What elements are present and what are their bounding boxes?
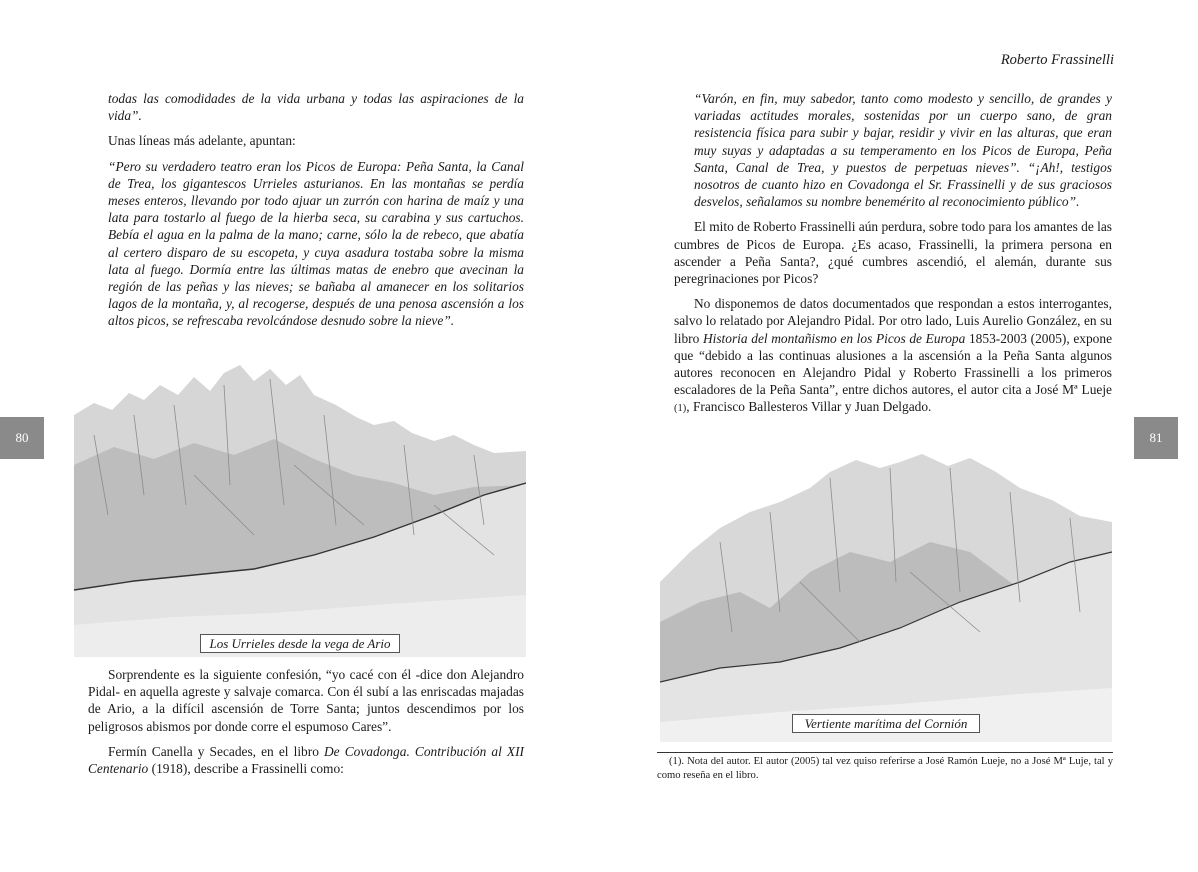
paragraph-confession: Sorprendente es la siguiente confesión, “yo cacé con él -dice don Alejandro Pidal- en aquella agreste y salvaje comarca. Con él subí a las enriscadas majadas de Ario, a la difícil ascensión de Torre Santa; juntos descendimos por los peligrosos abismos por donde corre el espumoso Cares”.	[88, 667, 524, 734]
running-header: Roberto Frassinelli	[1000, 52, 1114, 68]
text-run: Fermín Canella y Secades, en el libro	[108, 743, 324, 759]
footnote-text: (1). Nota del autor. El autor (2005) tal vez quiso referirse a José Ramón Lueje, no a José Mª Luje, tal y como reseña en el libro.	[657, 756, 1113, 781]
footnote-ref: (1)	[674, 403, 687, 415]
footnote-rule	[657, 752, 1113, 753]
paragraph-gonzalez	[674, 295, 1112, 417]
left-page-bottom-text	[88, 666, 524, 777]
block-quote: “Pero su verdadero teatro eran los Picos de Europa: Peña Santa, la Canal de Trea, los gigantescos Urrieles asturianos. En las montañas se perdía meses enteros, llevando por todo ajuar un zurrón con harina de maíz y una lata para tostarlo al fuego de la hierba seca, su carabina y sus cartuchos. Bebía el agua en la palma de la mano; carne, sólo la de rebeco, que abatía al certero disparo de su escopeta, y cuya asadura tostaba sobre la misma lata al fuego. Dormía entre las últimas matas de enebro que avecinan la región de las peñas y las nieves; se bañaba al amanecer en los solitarios lagos de la montaña, y, al recogerse, después de una penosa ascensión a los altos picos, se refrescaba revolcándose desnudo sobre la nieve”.	[108, 158, 524, 329]
paragraph-myth: El mito de Roberto Frassinelli aún perdura, sobre todo para los amantes de las cumbres de Picos de Europa. ¿Es acaso, Frassinelli, la primera persona en ascender a Peña Santa?, ¿qué cumbres ascendió, el alemán, durante sus peregrinaciones por Picos?	[674, 219, 1112, 287]
paragraph-canella	[88, 743, 524, 777]
intro-line: Unas líneas más adelante, apuntan:	[108, 133, 296, 149]
text-run: No disponemos de datos documentados que respondan a estos interrogantes, salvo lo relatado por Alejandro Pidal. Por otro lado, Luis Aurelio González, en su libro	[674, 296, 1112, 346]
figure-cornion	[660, 432, 1112, 742]
footnote	[657, 752, 1113, 783]
text-run: 1853-2003 (2005), expone que “debido a las continuas alusiones a la ascensión a la Peña Santa algunos autores reconocen en Alejandro Pidal y Roberto Frassinelli a los primeros escaladores de la Peña Santa”, entre dichos autores, el autor cita a José Mª Lueje	[674, 330, 1113, 398]
figure-caption-right: Vertiente marítima del Cornión	[792, 714, 980, 733]
text-run: (1918), describe a Frassinelli como:	[148, 761, 344, 777]
figure-caption-left: Los Urrieles desde la vega de Ario	[200, 634, 400, 653]
page-number-left: 80	[0, 417, 44, 459]
book-title: Historia del montañismo en los Picos de Europa	[702, 330, 966, 346]
mountain-sketch-left	[74, 355, 526, 657]
left-page-top-text	[88, 90, 524, 330]
quote-ending: todas las comodidades de la vida urbana y todas las aspiraciones de la vida”.	[108, 91, 524, 124]
block-quote-canella: “Varón, en fin, muy sabedor, tanto como modesto y sencillo, de grandes y variadas actitudes morales, sostenidas por un cuerpo sano, de gran resistencia física para subir y bajar, residir y vivir en las alturas, que eran muy suyas y adaptadas a su temperamento en los Picos de Europa, Peña Santa, Canal de Trea, y puestos de perpetuas nieves”. “¡Ah!, testigos nosotros de cuanto hizo en Covadonga el Sr. Frassinelli y de sus graciosos desvelos, señalamos su nombre benemérito al reconocimiento público”.	[694, 91, 1112, 210]
text-run: , Francisco Ballesteros Villar y Juan Delgado.	[686, 399, 932, 415]
mountain-sketch-right	[660, 432, 1112, 742]
right-page-text	[674, 90, 1112, 418]
book-title: De Covadonga. Contribución al XII Centenario	[88, 743, 525, 777]
page-number-right: 81	[1134, 417, 1178, 459]
figure-urrieles	[74, 355, 526, 657]
